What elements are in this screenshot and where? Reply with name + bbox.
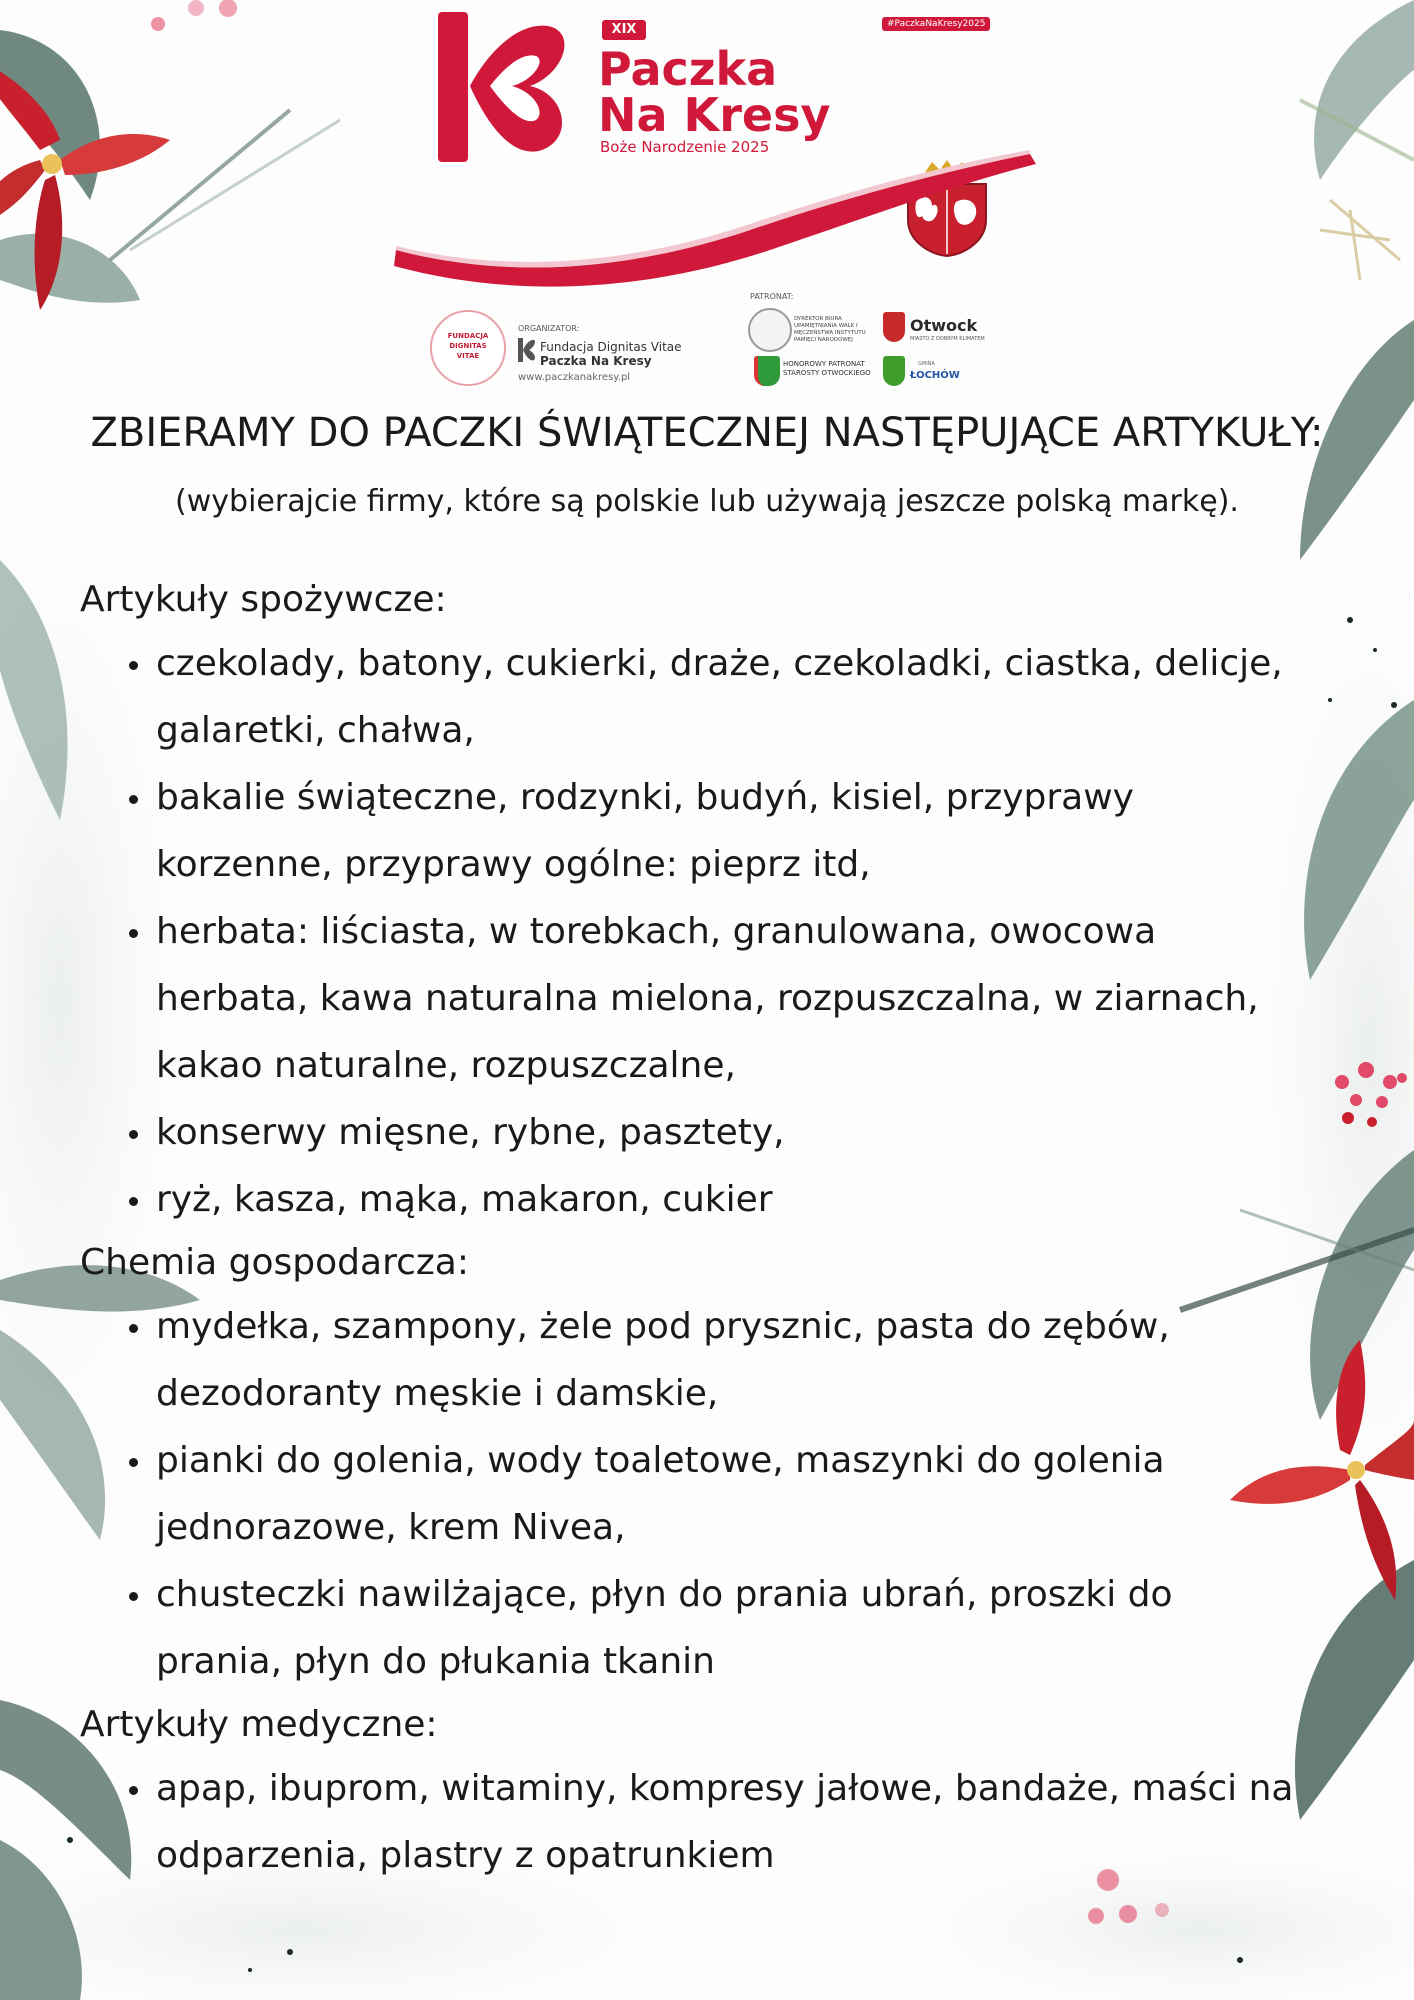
patron-ipn: DYREKTOR BIURA UPAMIĘTNIANIA WALK I MĘCZEŃSTWA INSTYTUTU PAMIĘCI NARODOWEJ <box>794 316 866 343</box>
category-items-food <box>80 630 1300 1233</box>
list-item: • apap, ibuprom, witaminy, kompresy jałowe, bandaże, maści na odparzenia, plastry z opatrunkiem <box>154 1755 1300 1889</box>
category-items-household <box>80 1293 1300 1695</box>
category-items-medical <box>80 1755 1300 1889</box>
organizer-label: ORGANIZATOR: <box>518 324 580 333</box>
organizer-name <box>540 340 682 368</box>
powiat-crest-icon <box>754 356 780 386</box>
ipn-seal-icon <box>748 308 792 352</box>
page-title: ZBIERAMY DO PACZKI ŚWIĄTECZNEJ NASTĘPUJĄCE ARTYKUŁY: <box>90 410 1324 456</box>
category-heading-food: Artykuły spożywcze: <box>80 579 447 620</box>
hashtag-badge: #PaczkaNaKresy2025 <box>882 17 990 31</box>
collection-list <box>80 570 1300 1889</box>
otwock-crest-icon <box>883 312 905 342</box>
brand-subtitle: Boże Narodzenie 2025 <box>600 138 770 156</box>
list-item: • konserwy mięsne, rybne, pasztety, <box>154 1099 1300 1166</box>
organizer-k-icon <box>518 338 536 362</box>
brand-line-1: Paczka <box>598 42 778 96</box>
header <box>390 0 1040 390</box>
organizer-logo-line-2: DIGNITAS <box>449 342 487 350</box>
organizer-logo-line-3: VITAE <box>456 352 480 360</box>
organizer-url: www.paczkanakresy.pl <box>518 372 631 383</box>
edition-badge: XIX <box>602 20 646 40</box>
patronage-label: PATRONAT: <box>750 292 794 301</box>
patron-starost: HONOROWY PATRONAT STAROSTY OTWOCKIEGO <box>783 360 871 377</box>
brand-line-2: Na Kresy <box>598 88 831 142</box>
category-heading-household: Chemia gospodarcza: <box>80 1242 469 1283</box>
organizer-logo <box>430 310 506 386</box>
patron-otwock-tagline: MIASTO Z DOBRYM KLIMATEM <box>910 336 985 342</box>
organizer-name-line-1: Fundacja Dignitas Vitae <box>540 340 682 354</box>
kresy-logo-icon <box>438 12 568 162</box>
category-heading-medical: Artykuły medyczne: <box>80 1704 438 1745</box>
list-item: • pianki do golenia, wody toaletowe, maszynki do golenia jednorazowe, krem Nivea, <box>154 1427 1300 1561</box>
organizer-name-line-2: Paczka Na Kresy <box>540 354 652 368</box>
brand-title <box>598 42 831 142</box>
organizer-logo-line-1: FUNDACJA <box>447 332 489 340</box>
list-item: • chusteczki nawilżające, płyn do prania ubrań, proszki do prania, płyn do płukania tkanin <box>154 1561 1300 1695</box>
patron-lochow-prefix: GMINA <box>918 361 935 367</box>
list-item: • czekolady, batony, cukierki, draże, czekoladki, ciastka, delicje, galaretki, chałwa, <box>154 630 1300 764</box>
list-item: • ryż, kasza, mąka, makaron, cukier <box>154 1166 1300 1233</box>
brand-note: (wybierajcie firmy, które są polskie lub używają jeszcze polską markę). <box>175 484 1239 519</box>
lochow-crest-icon <box>883 356 905 386</box>
list-item: • bakalie świąteczne, rodzynki, budyń, kisiel, przyprawy korzenne, przyprawy ogólne: pieprz itd, <box>154 764 1300 898</box>
list-item: • herbata: liściasta, w torebkach, granulowana, owocowa herbata, kawa naturalna mielona, rozpuszczalna, w ziarnach, kakao naturalne, rozpuszczalne, <box>154 898 1300 1099</box>
list-item: • mydełka, szampony, żele pod prysznic, pasta do zębów, dezodoranty męskie i damskie, <box>154 1293 1300 1427</box>
patron-otwock: Otwock <box>910 316 978 335</box>
patron-lochow: ŁOCHÓW <box>910 370 960 381</box>
ribbon-decoration <box>390 150 1040 290</box>
